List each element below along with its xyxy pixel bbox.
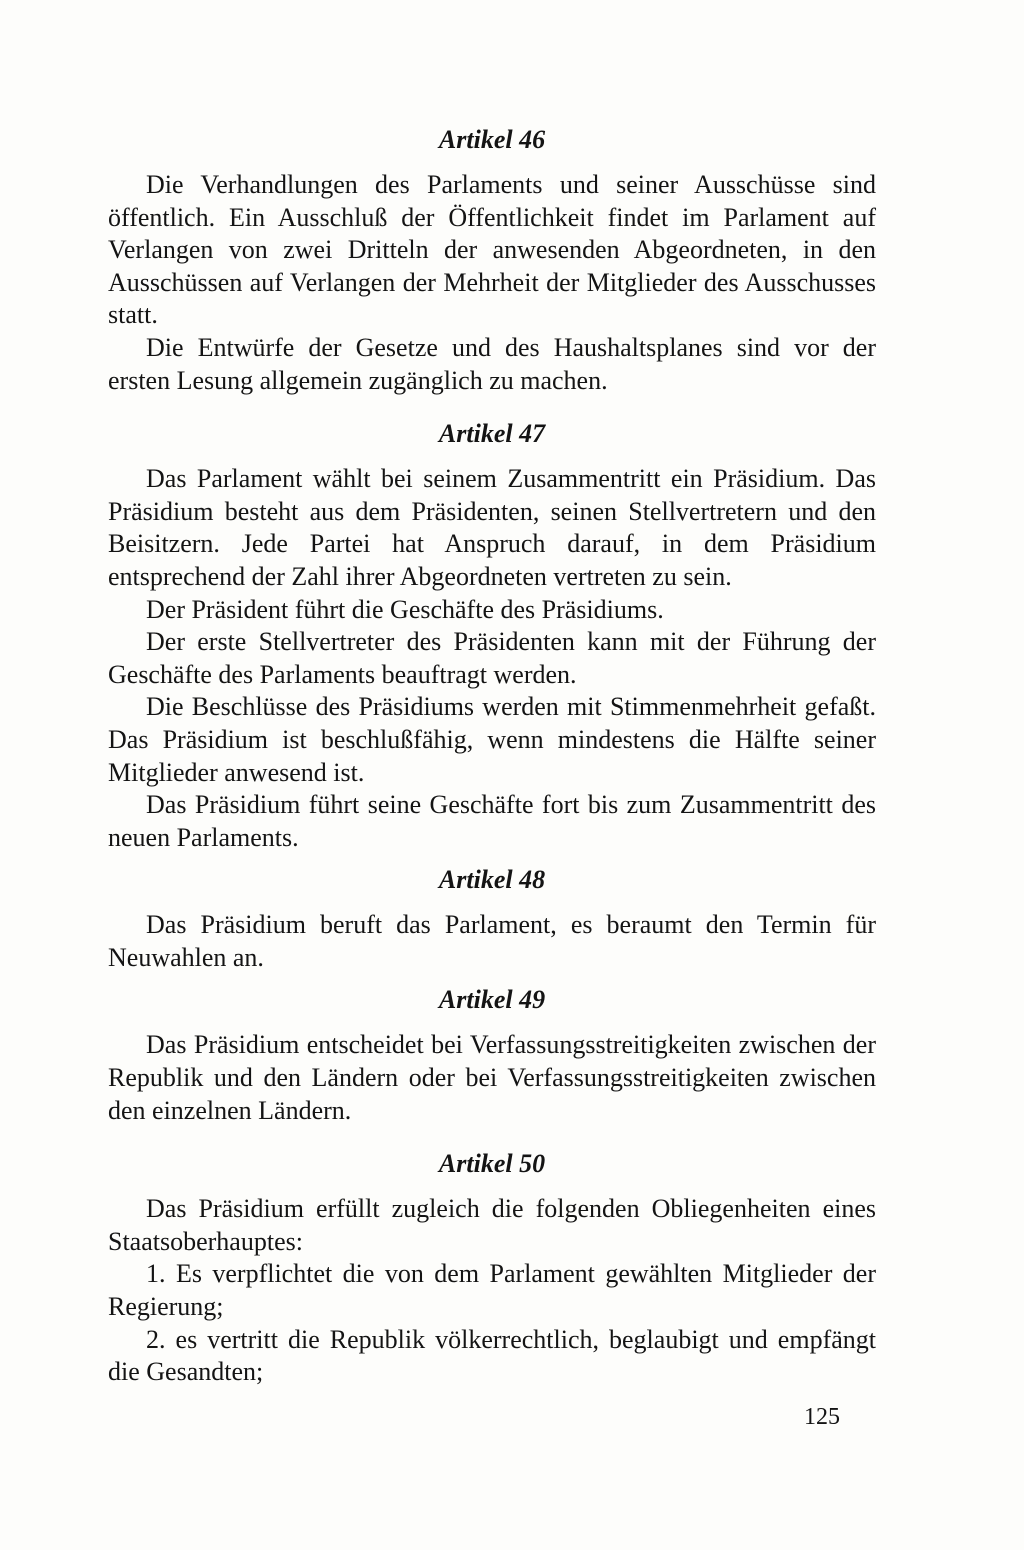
article-49 (108, 982, 876, 1127)
paragraph: Das Präsidium beruft das Parlament, es beraumt den Termin für Neuwahlen an. (108, 910, 876, 972)
article-heading: Artikel 46 (438, 125, 546, 154)
article-heading: Artikel 49 (438, 985, 546, 1015)
paragraph: Das Präsidium entscheidet bei Verfassungsstreitigkeiten zwischen der Republik und den Ländern oder bei Verfassungsstreitigkeiten zwischen den einzelnen Ländern. (108, 1030, 876, 1125)
article-50 (108, 1146, 876, 1389)
article-heading: Artikel 48 (438, 865, 546, 895)
article-48 (108, 862, 876, 974)
article-heading: Artikel 47 (438, 419, 546, 449)
paragraph: Der erste Stellvertreter des Präsidenten kann mit der Führung der Geschäfte des Parlaments beauftragt werden. (108, 627, 876, 689)
paragraph: Die Verhandlungen des Parlaments und seiner Ausschüsse sind öffentlich. Ein Ausschluß der Öffentlichkeit findet im Parlament auf Verlangen von zwei Dritteln der anwesenden Abgeordneten, in den Ausschüssen auf Verlangen der Mehrheit der Mitglieder des Ausschusses statt. (108, 170, 876, 330)
paragraph: Die Beschlüsse des Präsidiums werden mit Stimmenmehrheit gefaßt. Das Präsidium ist beschlußfähig, wenn mindestens die Hälfte seiner Mitglieder anwesend ist. (108, 692, 876, 787)
paragraph: Das Parlament wählt bei seinem Zusammentritt ein Präsidium. Das Präsidium besteht aus dem Präsidenten, seinen Stellvertretern und den Beisitzern. Jede Partei hat Anspruch darauf, in dem Präsidium entsprechend der Zahl ihrer Abgeordneten vertreten zu sein. (108, 464, 876, 591)
article-heading: Artikel 50 (438, 1149, 546, 1179)
article-46 (108, 122, 876, 397)
page-number: 125 (804, 1404, 840, 1430)
article-47 (108, 416, 876, 854)
text-column (108, 122, 876, 1389)
paragraph: Das Präsidium erfüllt zugleich die folgenden Obliegenheiten eines Staatsoberhauptes: (108, 1194, 876, 1256)
paragraph: Der Präsident führt die Geschäfte des Präsidiums. (146, 594, 664, 624)
list-item: 2. es vertritt die Republik völkerrechtlich, beglaubigt und empfängt die Gesandten; (108, 1324, 876, 1387)
paragraph: Das Präsidium führt seine Geschäfte fort bis zum Zusammentritt des neuen Parlaments. (108, 790, 876, 852)
paragraph: Die Entwürfe der Gesetze und des Haushaltsplanes sind vor der ersten Lesung allgemein zugänglich zu machen. (108, 332, 876, 395)
list-item: 1. Es verpflichtet die von dem Parlament gewählten Mitglieder der Regierung; (108, 1259, 876, 1322)
